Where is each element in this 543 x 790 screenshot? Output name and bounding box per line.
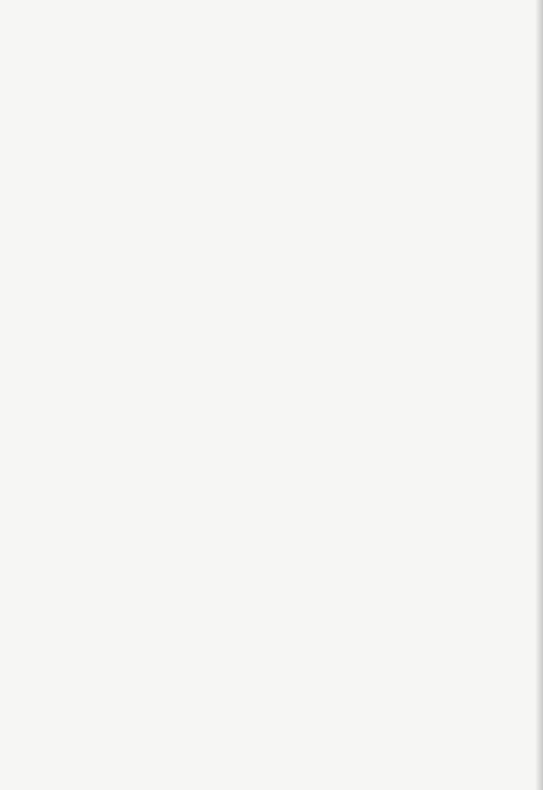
page-edge-shadow [535, 0, 543, 790]
